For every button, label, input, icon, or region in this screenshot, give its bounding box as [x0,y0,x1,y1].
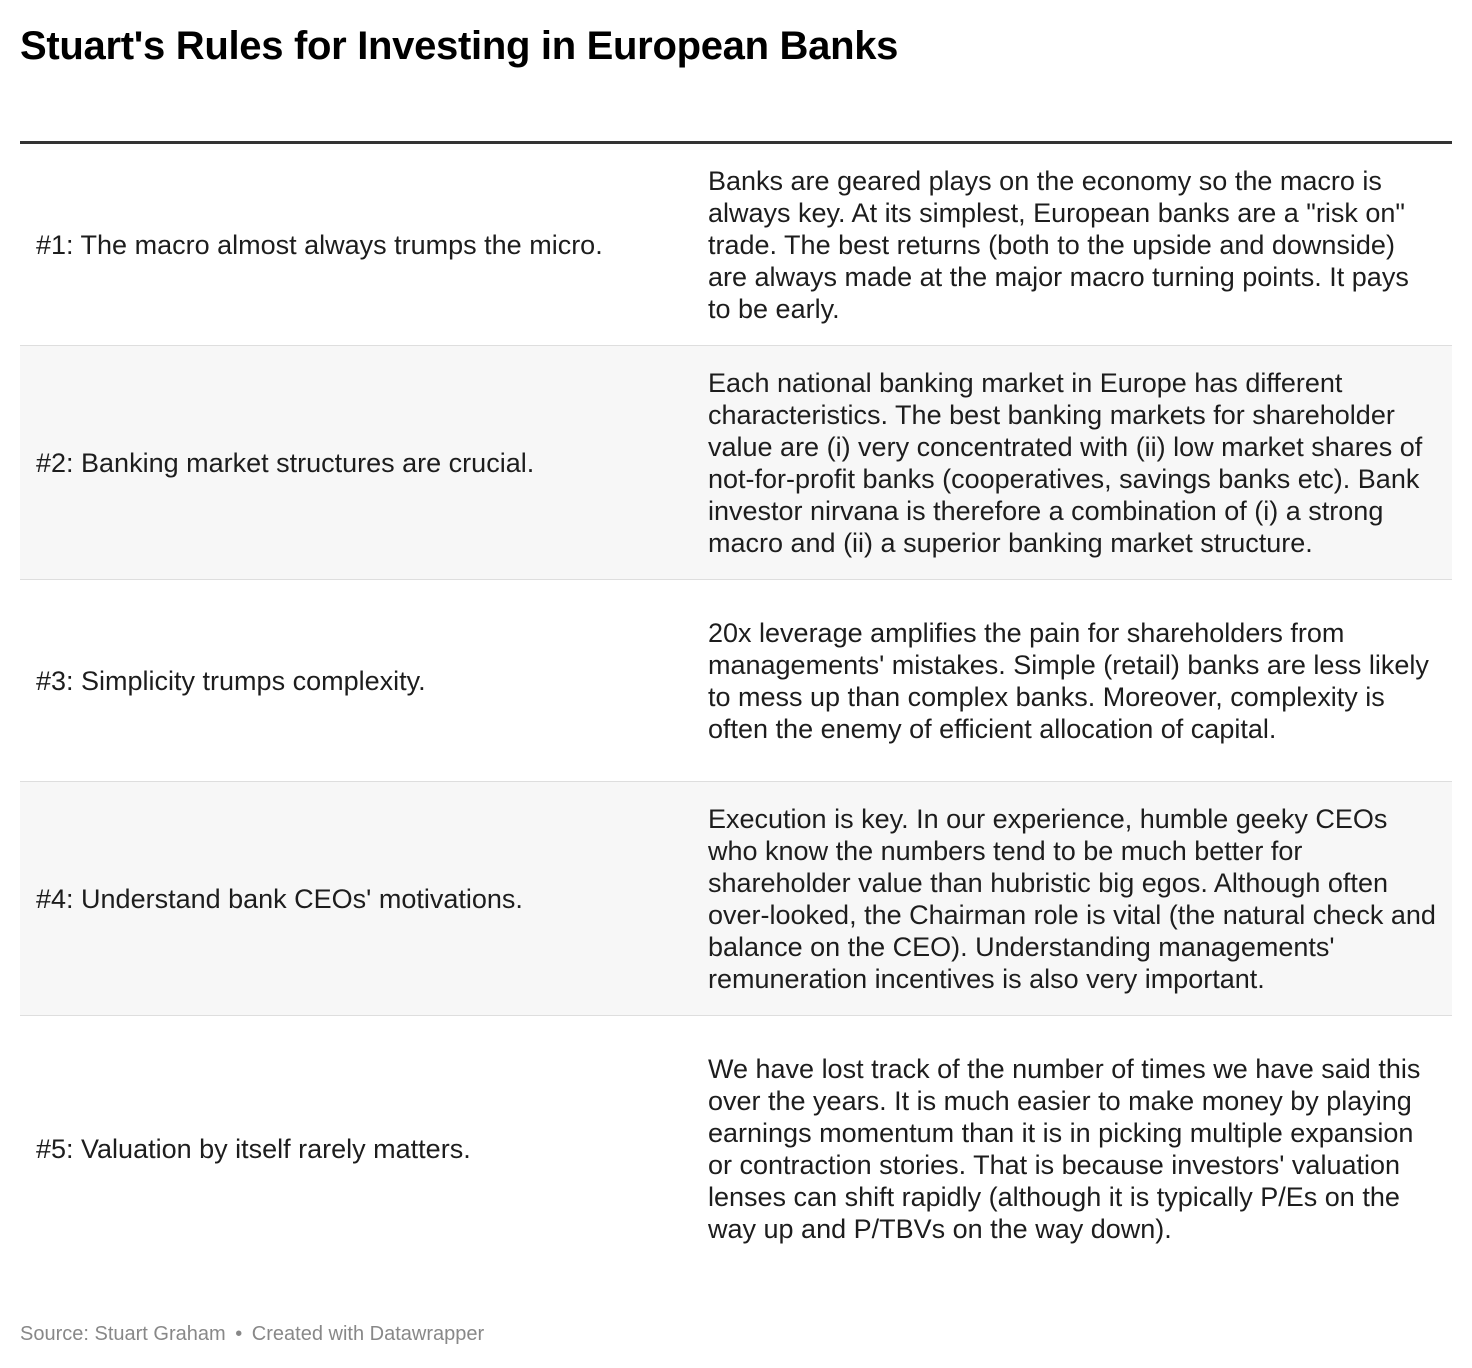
table-row [20,1016,1452,1282]
table-row [20,580,1452,782]
page-title: Stuart's Rules for Investing in European Banks [20,24,899,68]
description-cell: Execution is key. In our experience, humble geeky CEOs who know the numbers tend to be much better for shareholder value than hubristic big egos. Although often over-looked, the Chairman role is vital (the natural check and balance on the CEO). Understanding managements' remuneration incentives is also very important. [692,782,1452,1016]
table-row [20,346,1452,580]
source-note: Source: Stuart Graham [20,1323,226,1345]
rules-table-container [20,141,1452,1281]
rules-table [20,144,1452,1281]
rule-cell: #4: Understand bank CEOs' motivations. [20,782,692,1016]
footer-notes [20,1321,484,1347]
rule-cell: #5: Valuation by itself rarely matters. [36,1133,471,1164]
description-cell: 20x leverage amplifies the pain for shareholders from managements' mistakes. Simple (retail) banks are less likely to mess up than complex banks. Moreover, complexity is often the enemy of efficient allocation of capital. [692,580,1452,782]
description-cell: Each national banking market in Europe has different characteristics. The best banking markets for shareholder value are (i) very concentrated with (ii) low market shares of not-for-profit banks (cooperatives, savings banks etc). Bank investor nirvana is therefore a combination of (i) a strong macro and (ii) a superior banking market structure. [692,346,1452,580]
description-cell: Banks are geared plays on the economy so the macro is always key. At its simplest, European banks are a "risk on" trade. The best returns (both to the upside and downside) are always made at the major macro turning points. It pays to be early. [692,144,1452,346]
rule-cell: #1: The macro almost always trumps the micro. [20,144,692,346]
rule-cell: #2: Banking market structures are crucial. [20,346,692,580]
chart-page [20,0,1452,1345]
footer-separator: • [235,1323,243,1345]
table-row [20,782,1452,1016]
description-cell: We have lost track of the number of times we have said this over the years. It is much easier to make money by playing earnings momentum than it is in picking multiple expansion or contraction stories. That is because investors' valuation lenses can shift rapidly (although it is typically P/Es on the way up and P/TBVs on the way down). [708,1053,1421,1244]
rule-cell: #3: Simplicity trumps complexity. [20,580,692,782]
credit-note: Created with Datawrapper [251,1323,485,1345]
table-row [20,144,1452,346]
